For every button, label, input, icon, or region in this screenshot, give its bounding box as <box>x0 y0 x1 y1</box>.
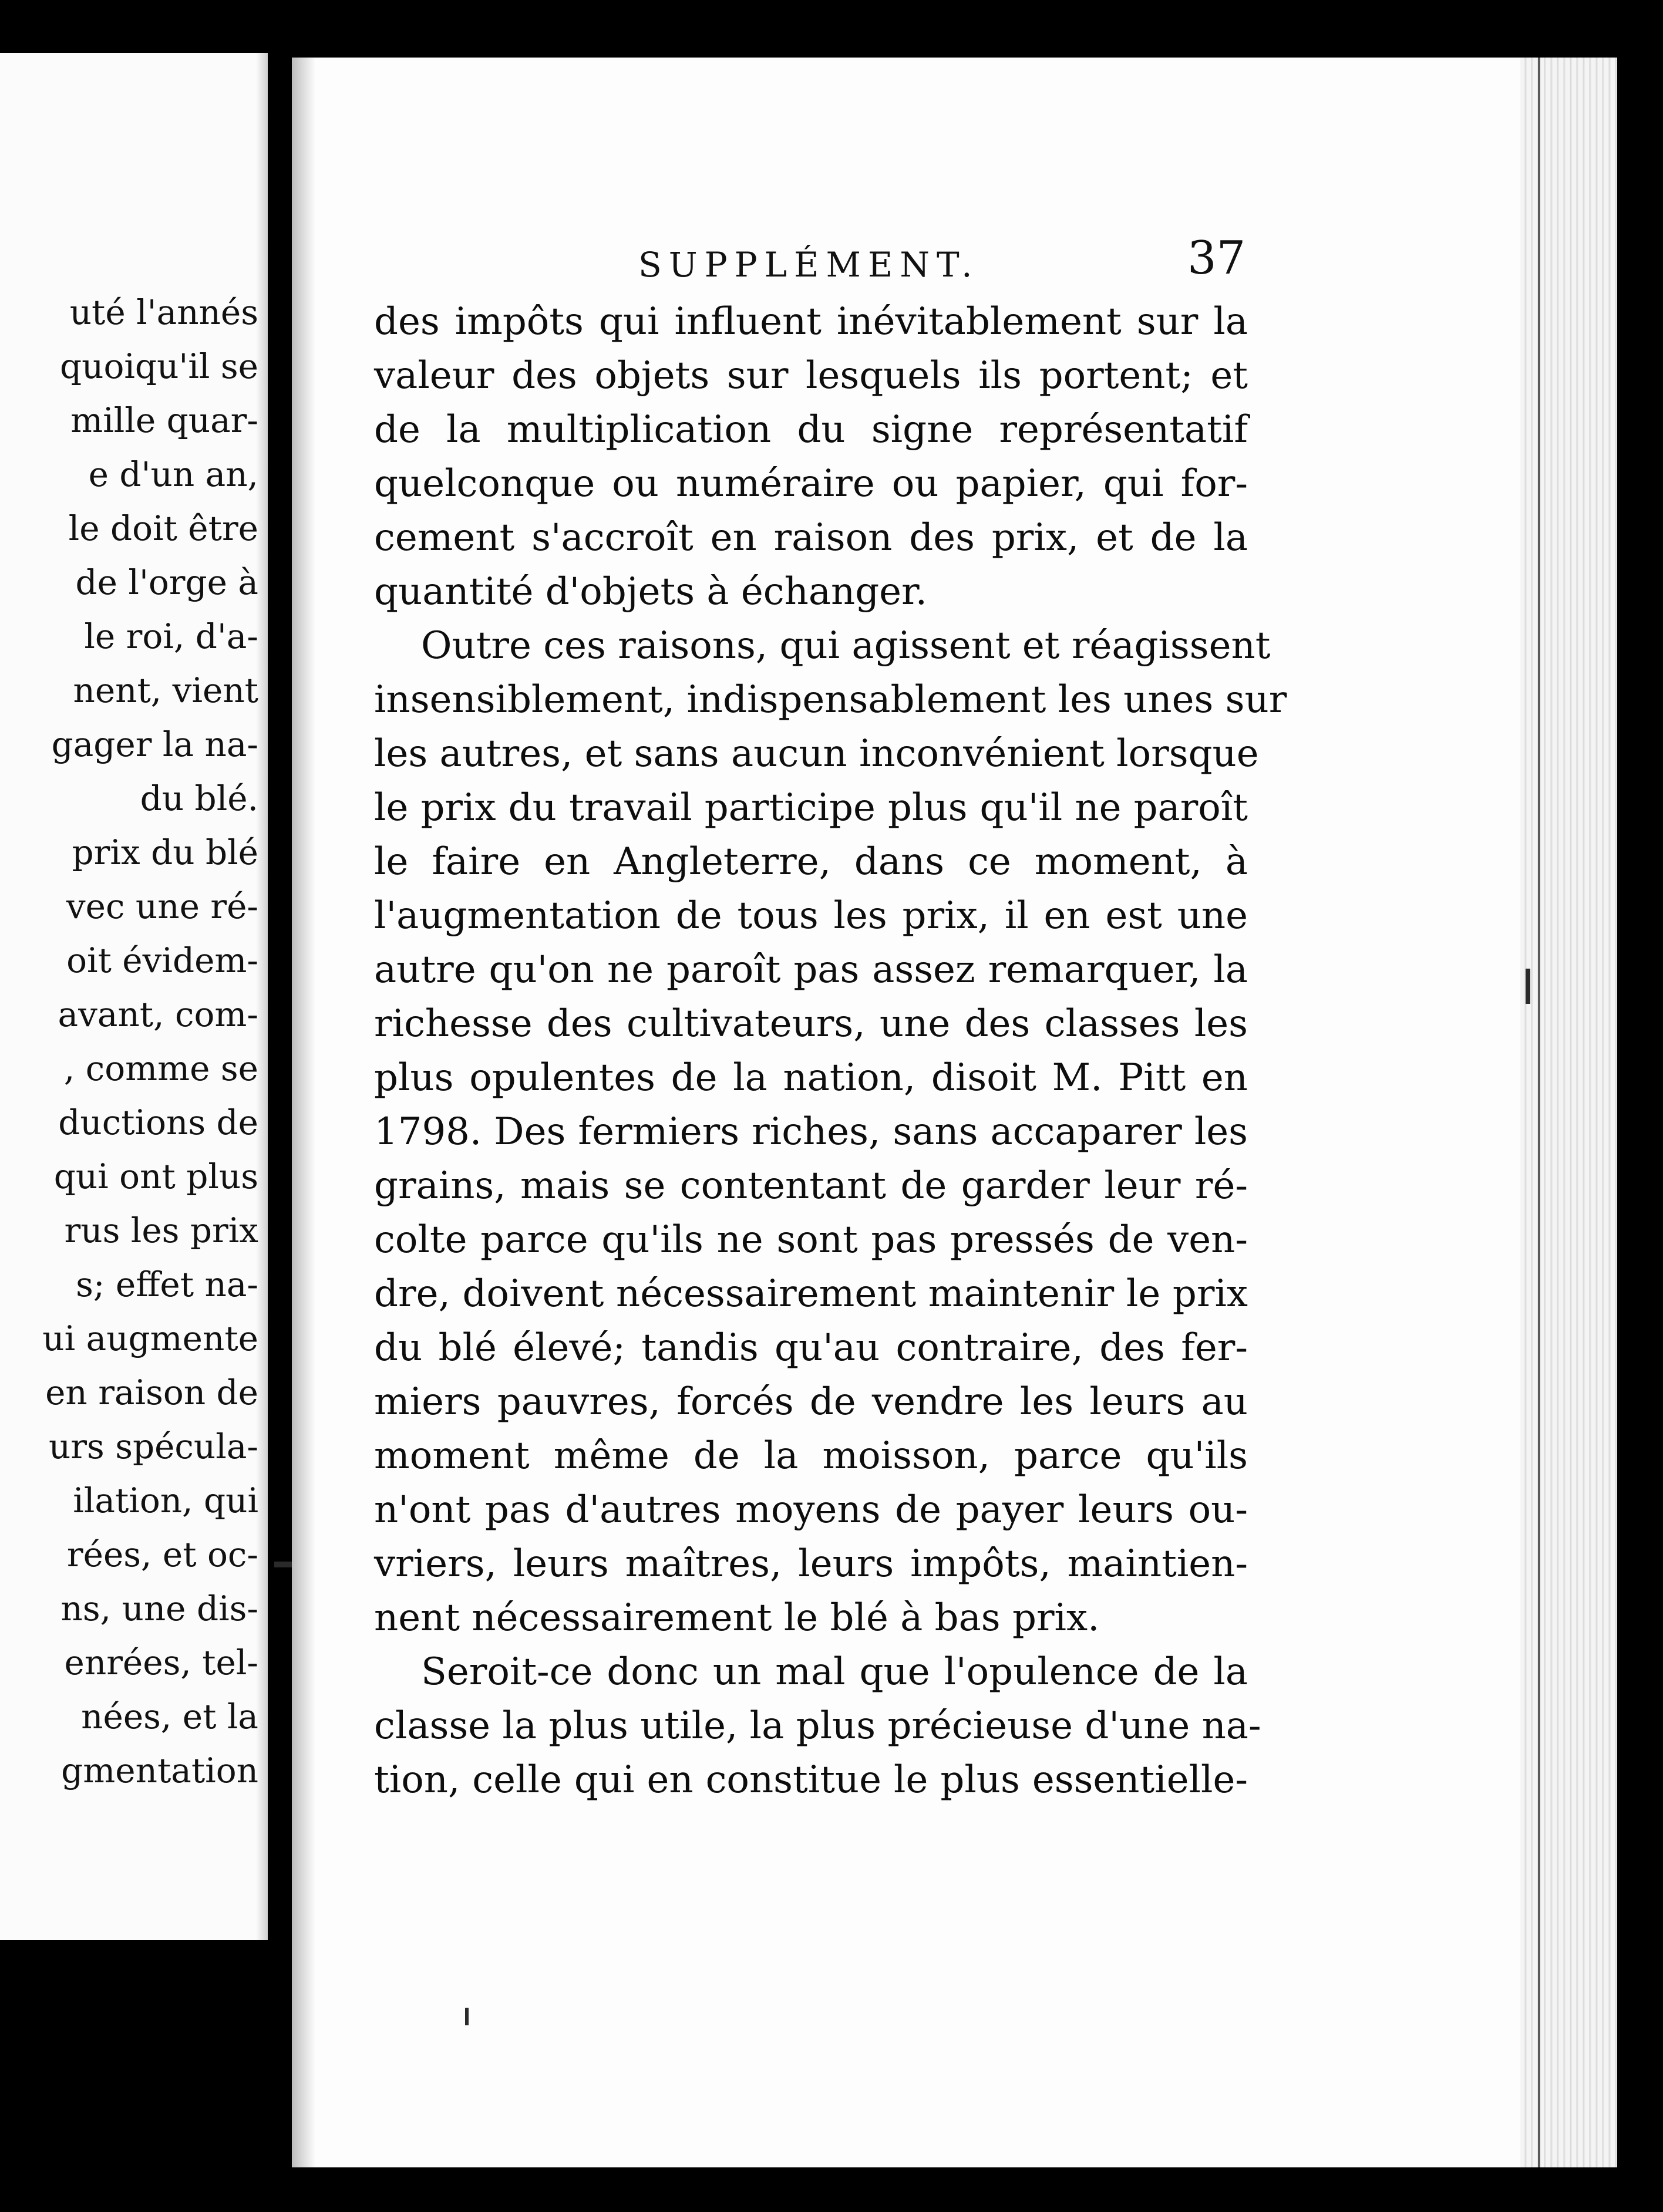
text-line: insensiblement, indispensablement les unes sur <box>374 678 1287 721</box>
text-line: valeur des objets sur lesquels ils portent; et <box>374 354 1248 397</box>
text-line: Seroit-ce donc un mal que l'opulence de la <box>421 1650 1248 1694</box>
left-line: quoiqu'il se <box>59 346 258 386</box>
text-line: miers pauvres, forcés de vendre les leurs au <box>374 1380 1248 1424</box>
left-line: e d'un an, <box>88 454 258 494</box>
scan-mark <box>274 1562 292 1567</box>
text-line: des impôts qui influent inévitablement sur la <box>374 300 1248 343</box>
text-line: 1798. Des fermiers riches, sans accaparer les <box>374 1110 1248 1154</box>
scan-mark <box>1526 969 1530 1004</box>
left-line: s; effet na- <box>76 1265 258 1304</box>
left-line: le roi, d'a- <box>84 616 258 656</box>
left-line: de l'orge à <box>75 562 258 602</box>
text-line: dre, doivent nécessairement maintenir le prix <box>374 1272 1248 1316</box>
left-line: du blé. <box>140 778 258 818</box>
left-line: nées, et la <box>81 1697 258 1736</box>
running-title: SUPPLÉMENT. <box>638 245 979 285</box>
left-line: ductions de <box>58 1102 258 1142</box>
text-line: moment même de la moisson, parce qu'ils <box>374 1434 1248 1478</box>
text-line: classe la plus utile, la plus précieuse d'une na- <box>374 1704 1261 1748</box>
left-line: le doit être <box>68 508 258 548</box>
text-line: Outre ces raisons, qui agissent et réagissent <box>421 624 1271 667</box>
text-line: cement s'accroît en raison des prix, et de la <box>374 516 1248 559</box>
text-line: vriers, leurs maîtres, leurs impôts, maintien- <box>374 1542 1248 1586</box>
left-line: avant, com- <box>58 994 258 1034</box>
text-line: plus opulentes de la nation, disoit M. Pitt en <box>374 1056 1248 1100</box>
scan-mark <box>465 2008 469 2025</box>
text-line: tion, celle qui en constitue le plus essentielle- <box>374 1758 1248 1802</box>
left-line: urs spécula- <box>48 1427 258 1466</box>
text-line: richesse des cultivateurs, une des classes les <box>374 1002 1248 1046</box>
left-line: rées, et oc- <box>66 1535 258 1574</box>
text-line: les autres, et sans aucun inconvénient lorsque <box>374 732 1259 775</box>
text-line: quantité d'objets à échanger. <box>374 570 927 613</box>
text-line: le faire en Angleterre, dans ce moment, à <box>374 840 1248 884</box>
text-line: de la multiplication du signe représentatif <box>374 408 1248 451</box>
page-number: 37 <box>1187 232 1246 285</box>
left-line: enrées, tel- <box>64 1643 258 1682</box>
text-line: nent nécessairement le blé à bas prix. <box>374 1596 1100 1640</box>
left-line: gmentation <box>61 1751 258 1790</box>
left-line: gager la na- <box>51 724 258 764</box>
left-line: uté l'annés <box>69 292 258 332</box>
text-line: autre qu'on ne paroît pas assez remarquer, la <box>374 948 1248 992</box>
text-line: colte parce qu'ils ne sont pas pressés de ven- <box>374 1218 1248 1262</box>
left-line: en raison de <box>45 1373 258 1412</box>
left-line: , comme se <box>63 1048 258 1088</box>
left-line: mille quar- <box>70 400 258 440</box>
left-line: prix du blé <box>72 832 258 872</box>
text-line: du blé élevé; tandis qu'au contraire, des fer- <box>374 1326 1248 1370</box>
left-line: ns, une dis- <box>60 1589 258 1628</box>
text-line: l'augmentation de tous les prix, il en est une <box>374 894 1248 938</box>
left-line: ilation, qui <box>73 1481 258 1520</box>
text-line: grains, mais se contentant de garder leur ré- <box>374 1164 1248 1208</box>
left-line: ui augmente <box>42 1319 258 1358</box>
text-line: n'ont pas d'autres moyens de payer leurs ou- <box>374 1488 1248 1532</box>
text-line: le prix du travail participe plus qu'il ne paroît <box>374 786 1248 830</box>
left-line: rus les prix <box>64 1210 258 1250</box>
left-line: oit évidem- <box>66 940 258 980</box>
left-line: nent, vient <box>73 670 258 710</box>
left-line: vec une ré- <box>66 886 258 926</box>
text-line: quelconque ou numéraire ou papier, qui for- <box>374 462 1248 505</box>
left-line: qui ont plus <box>53 1156 258 1196</box>
